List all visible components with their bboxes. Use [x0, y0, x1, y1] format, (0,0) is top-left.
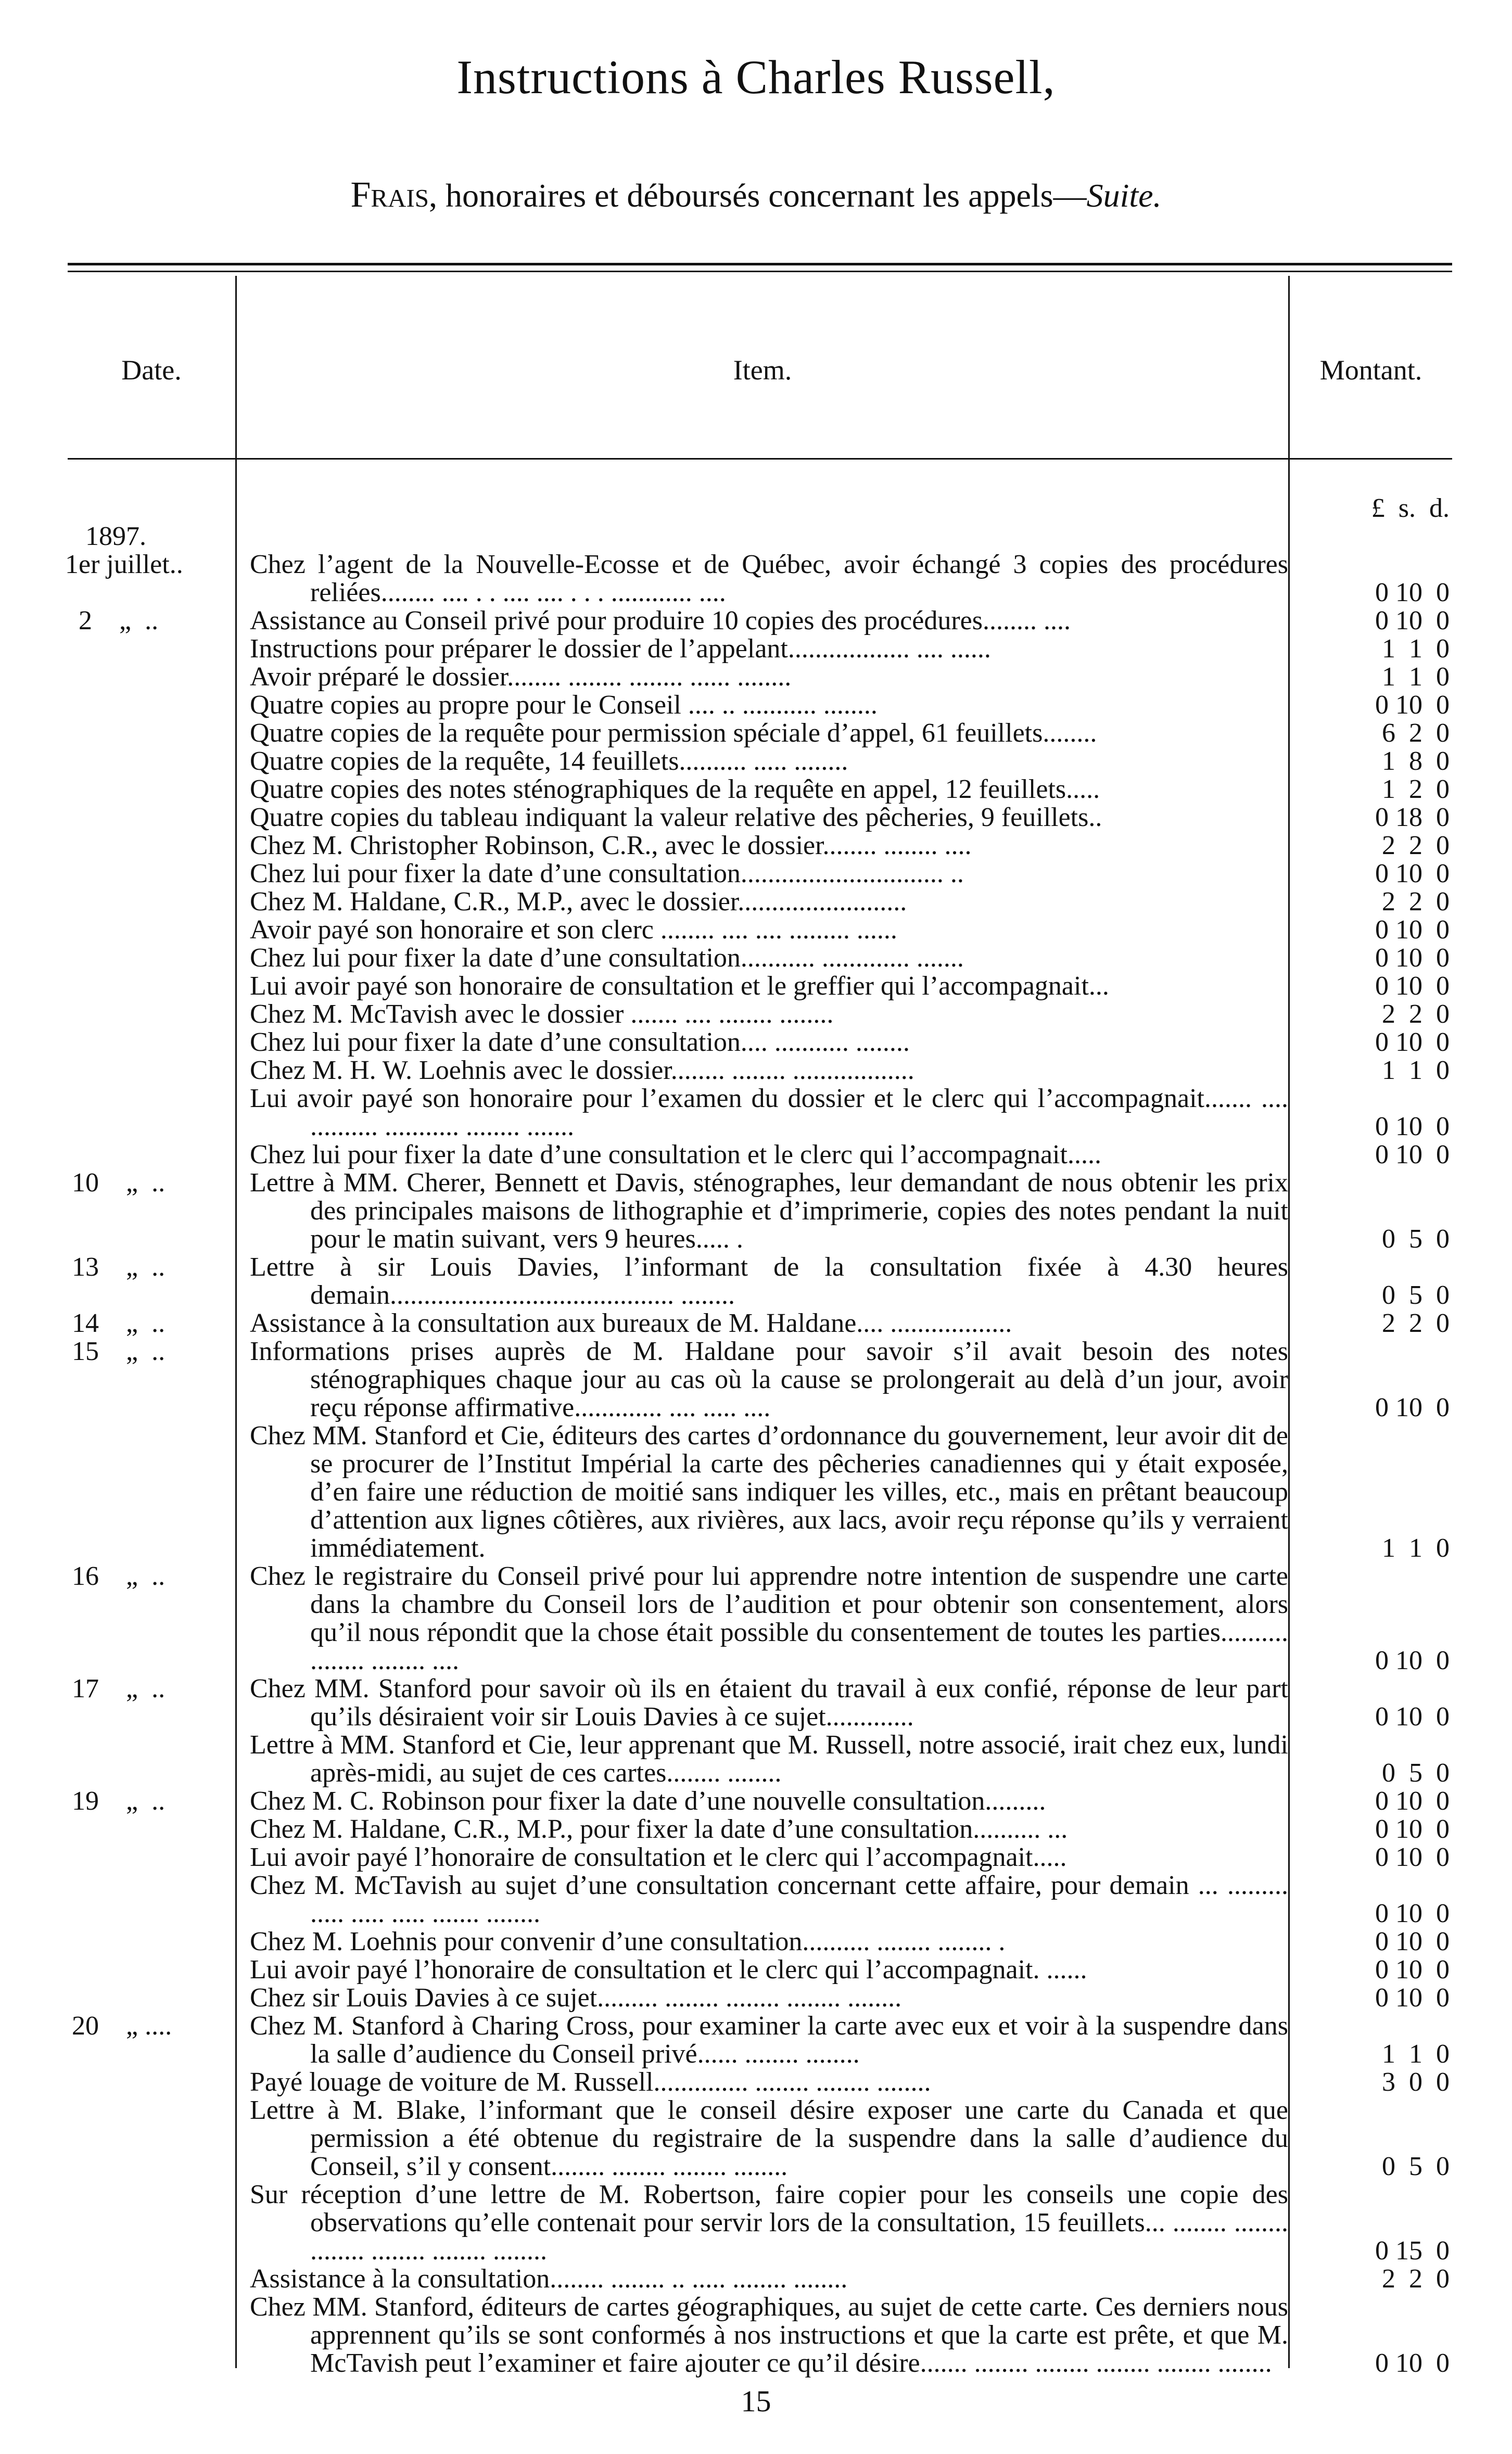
table-row — [0, 607, 1512, 635]
table-row — [0, 804, 1512, 832]
row-item-text: Chez MM. Stanford et Cie, éditeurs des cartes d’ordonnance du gouvernement, leur avoir dit de se procurer de l’Institut Impérial la carte des pêcheries canadiennes qui y était exposée, d’en faire une réduction de moitié sans indiquer les villes, etc., mais en prêtant beaucoup d’attention aux lignes côtières, aux rivières, aux lacs, avoir reçu réponse qu’ils y verraient immédiatement. — [250, 1421, 1288, 1563]
row-item — [250, 1253, 1288, 1309]
row-amount: 0 10 0 — [1375, 1983, 1450, 2013]
row-amount: 1 2 0 — [1382, 774, 1450, 804]
subtitle-main: , honoraires et déboursés concernant les appels— — [429, 177, 1087, 214]
table-row — [0, 1984, 1512, 2012]
row-amount: 1 1 0 — [1382, 1533, 1450, 1563]
row-item — [250, 1815, 1288, 1843]
row-date: 16 „ .. — [65, 1561, 166, 1591]
row-item — [250, 1028, 1288, 1057]
fees-table-body — [0, 494, 1512, 2377]
row-amount: 1 1 0 — [1382, 634, 1450, 664]
row-item-text: Chez lui pour fixer la date d’une consultation........... ............. ....... — [250, 943, 964, 973]
row-item — [250, 2265, 1288, 2293]
row-amount: 2 2 0 — [1382, 2264, 1450, 2294]
row-amount: 0 10 0 — [1375, 1027, 1450, 1057]
page-subtitle — [0, 174, 1512, 216]
table-row — [0, 1956, 1512, 1984]
row-amount: 2 2 0 — [1382, 999, 1450, 1029]
table-row — [0, 1675, 1512, 1731]
table-row — [0, 747, 1512, 775]
table-row — [0, 775, 1512, 804]
row-amount: 1 8 0 — [1382, 746, 1450, 776]
row-amount: 0 10 0 — [1375, 859, 1450, 888]
row-item — [250, 551, 1288, 607]
table-row — [0, 972, 1512, 1000]
row-item-text: Quatre copies des notes sténographiques de la requête en appel, 12 feuillets..... — [250, 774, 1100, 804]
row-item — [250, 804, 1288, 832]
row-item — [250, 523, 1288, 551]
row-amount: 2 2 0 — [1382, 1308, 1450, 1338]
row-item-text: Chez l’agent de la Nouvelle-Ecosse et de Québec, avoir échangé 3 copies des procédures reliées........ .... . . .... .... . . . ............ .... — [250, 550, 1288, 607]
row-item — [250, 663, 1288, 691]
row-item — [250, 1872, 1288, 1928]
row-date: 15 „ .. — [65, 1337, 166, 1366]
row-amount: 0 10 0 — [1375, 915, 1450, 945]
row-item — [250, 1000, 1288, 1028]
row-amount: 0 10 0 — [1375, 1393, 1450, 1422]
row-item — [250, 775, 1288, 804]
row-item-text: Lui avoir payé l’honoraire de consultation et le clerc qui l’accompagnait. ...... — [250, 1955, 1087, 1985]
table-row — [0, 719, 1512, 747]
table-row — [0, 551, 1512, 607]
row-amount: 0 10 0 — [1375, 1927, 1450, 1956]
row-item-text: Quatre copies au propre pour le Conseil .... .. ........... ........ — [250, 690, 878, 720]
row-item-text: Lui avoir payé son honoraire de consultation et le greffier qui l’accompagnait... — [250, 971, 1109, 1001]
row-amount: 1 1 0 — [1382, 1056, 1450, 1085]
row-item-text: Avoir payé son honoraire et son clerc ........ .... .... ......... ...... — [250, 915, 897, 945]
row-amount: 0 10 0 — [1375, 1140, 1450, 1169]
row-item-text: Chez MM. Stanford, éditeurs de cartes géographiques, au sujet de cette carte. Ces derniers nous apprennent qu’ils se sont conformés à nos instructions et que la carte est prête, et que M. McTavish peut l’examiner et faire ajouter ce qu’il désire....... ........ ........ ........ ........ ........ — [250, 2292, 1288, 2378]
row-item-text: Lui avoir payé son honoraire pour l’examen du dossier et le clerc qui l’accompagnait....... .... .......... ........... ........ ....... — [250, 1084, 1288, 1141]
table-row — [0, 1141, 1512, 1169]
column-header-amount: Montant. — [1319, 354, 1422, 386]
table-row — [0, 1085, 1512, 1141]
row-item-text: Chez M. Stanford à Charing Cross, pour examiner la carte avec eux et voir à la suspendre dans la salle d’audience du Conseil privé...... ........ ........ — [250, 2011, 1288, 2069]
row-item — [250, 916, 1288, 944]
row-item-text: Chez M. McTavish au sujet d’une consultation concernant cette affaire, pour demain ... ......... ..... ..... ..... ....... ........ — [250, 1871, 1288, 1928]
table-row — [0, 860, 1512, 888]
row-amount: 0 10 0 — [1375, 1786, 1450, 1816]
row-amount: 0 10 0 — [1375, 1646, 1450, 1675]
table-row — [0, 1000, 1512, 1028]
page-number: 15 — [741, 2384, 771, 2418]
row-amount: 0 18 0 — [1375, 803, 1450, 832]
row-amount: 0 5 0 — [1382, 1758, 1450, 1788]
row-amount: 0 10 0 — [1375, 971, 1450, 1001]
row-item-text: Chez M. H. W. Loehnis avec le dossier........ ........ .................. — [250, 1056, 914, 1085]
row-amount: 0 5 0 — [1382, 1280, 1450, 1310]
table-row — [0, 2181, 1512, 2265]
row-item-text: Quatre copies de la requête, 14 feuillets.......... ..... ........ — [250, 746, 848, 776]
table-row — [0, 1731, 1512, 1787]
row-item-text: Assistance à la consultation aux bureaux de M. Haldane.... .................. — [250, 1308, 1012, 1338]
row-item-text: Assistance au Conseil privé pour produire 10 copies des procédures........ .... — [250, 606, 1071, 635]
table-row — [0, 1843, 1512, 1872]
table-row — [0, 523, 1512, 551]
table-row — [0, 1422, 1512, 1562]
row-item-text: Lettre à MM. Stanford et Cie, leur apprenant que M. Russell, notre associé, irait chez eux, lundi après-midi, au sujet de ces cartes........ ........ — [250, 1730, 1288, 1788]
row-item-text: Lettre à M. Blake, l’informant que le conseil désire exposer une carte du Canada et que permission a été obtenue du registraire de la suspendre dans la salle d’audience du Conseil, s’il y consent........ ........ ........ ........ — [250, 2095, 1288, 2181]
row-item-text: Informations prises auprès de M. Haldane pour savoir s’il avait besoin des notes sténographiques chaque jour au cas où la cause se prolongerait au delà d’un jour, avoir reçu réponse affirmative............. .... ..... .... — [250, 1337, 1288, 1422]
row-item — [250, 832, 1288, 860]
currency-spacer — [250, 494, 1288, 523]
row-amount: 0 15 0 — [1375, 2236, 1450, 2266]
column-header-rule — [68, 458, 1452, 460]
row-item-text: Chez sir Louis Davies à ce sujet......... ........ ........ ........ ........ — [250, 1983, 902, 2013]
subtitle-suite: Suite. — [1086, 177, 1162, 214]
table-row — [0, 691, 1512, 719]
column-header-item: Item. — [733, 354, 792, 386]
row-amount: 0 10 0 — [1375, 578, 1450, 607]
header-double-rule-top — [68, 263, 1452, 265]
row-amount: 0 10 0 — [1375, 1842, 1450, 1872]
row-date: 19 „ .. — [65, 1786, 166, 1816]
row-amount: 0 10 0 — [1375, 1112, 1450, 1141]
row-date: 1897. — [65, 522, 146, 551]
table-row — [0, 1028, 1512, 1057]
row-date: 20 „ .... — [65, 2011, 172, 2041]
row-item-text: Chez M. Christopher Robinson, C.R., avec le dossier........ ........ .... — [250, 831, 972, 860]
row-item-text — [250, 523, 1288, 551]
row-item — [250, 747, 1288, 775]
row-item — [250, 1787, 1288, 1815]
table-row — [0, 2096, 1512, 2181]
column-header-date: Date. — [121, 354, 182, 386]
table-row — [0, 2068, 1512, 2096]
row-item — [250, 1338, 1288, 1422]
table-row — [0, 1562, 1512, 1675]
row-amount: 0 5 0 — [1382, 2152, 1450, 2181]
currency-units: £ s. d. — [1371, 493, 1450, 523]
row-item — [250, 1675, 1288, 1731]
row-date: 2 „ .. — [65, 606, 159, 635]
row-date: 10 „ .. — [65, 1168, 166, 1198]
row-item — [250, 1309, 1288, 1338]
table-row — [0, 1928, 1512, 1956]
row-item — [250, 1057, 1288, 1085]
table-row — [0, 635, 1512, 663]
table-row — [0, 832, 1512, 860]
row-date: 17 „ .. — [65, 1674, 166, 1703]
row-amount: 0 10 0 — [1375, 1814, 1450, 1844]
row-item-text: Instructions pour préparer le dossier de l’appelant.................. .... ...... — [250, 634, 991, 664]
table-row — [0, 916, 1512, 944]
page-title: Instructions à Charles Russell, — [456, 50, 1056, 104]
row-item — [250, 2068, 1288, 2096]
row-item-text: Chez M. Haldane, C.R., M.P., avec le dossier......................... — [250, 887, 907, 917]
row-item — [250, 607, 1288, 635]
row-amount: 0 10 0 — [1375, 2348, 1450, 2378]
row-date: 1er juillet.. — [65, 550, 183, 579]
row-item — [250, 1169, 1288, 1253]
row-item — [250, 1422, 1288, 1562]
row-amount: 1 1 0 — [1382, 662, 1450, 692]
row-amount: 1 1 0 — [1382, 2039, 1450, 2069]
row-amount: 6 2 0 — [1382, 718, 1450, 748]
row-item — [250, 635, 1288, 663]
table-row — [0, 1057, 1512, 1085]
subtitle-lead: Frais — [350, 175, 429, 215]
table-row — [0, 663, 1512, 691]
row-item — [250, 2096, 1288, 2181]
row-item — [250, 719, 1288, 747]
row-amount: 0 10 0 — [1375, 1955, 1450, 1985]
row-item — [250, 2012, 1288, 2068]
table-row — [0, 944, 1512, 972]
row-item-text: Chez M. McTavish avec le dossier ....... .... ........ ........ — [250, 999, 834, 1029]
row-item-text: Chez M. C. Robinson pour fixer la date d’une nouvelle consultation......... — [250, 1786, 1046, 1816]
table-row — [0, 1253, 1512, 1309]
row-item — [250, 1085, 1288, 1141]
row-item — [250, 860, 1288, 888]
row-amount: 0 10 0 — [1375, 1899, 1450, 1928]
row-item-text: Chez MM. Stanford pour savoir où ils en étaient du travail à eux confié, réponse de leur part qu’ils désiraient voir sir Louis Davies à ce sujet............. — [250, 1674, 1288, 1732]
row-item-text: Chez lui pour fixer la date d’une consultation.... ........... ........ — [250, 1027, 910, 1057]
row-date: 13 „ .. — [65, 1252, 166, 1282]
row-item-text: Lettre à sir Louis Davies, l’informant de la consultation fixée à 4.30 heures demain.......................................... ........ — [250, 1252, 1288, 1310]
row-item-text: Assistance à la consultation........ ........ .. ..... ........ ........ — [250, 2264, 848, 2294]
row-item-text: Chez le registraire du Conseil privé pour lui apprendre notre intention de suspendre une carte dans la chambre du Conseil lors de l’audition et pour obtenir son consentement, alors qu’il nous répondit que la chose était possible du consentement de toutes les parties.......... ........ ........ .... — [250, 1561, 1288, 1675]
row-item-text: Chez M. Haldane, C.R., M.P., pour fixer la date d’une consultation.......... ... — [250, 1814, 1068, 1844]
table-row — [0, 1309, 1512, 1338]
row-item — [250, 1731, 1288, 1787]
table-row — [0, 2293, 1512, 2377]
row-item — [250, 888, 1288, 916]
row-item — [250, 1141, 1288, 1169]
table-row — [0, 1872, 1512, 1928]
row-item-text: Lettre à MM. Cherer, Bennett et Davis, sténographes, leur demandant de nous obtenir les prix des principales maisons de lithographie et d’imprimerie, copies des notes pendant la nuit pour le matin suivant, vers 9 heures..... . — [250, 1168, 1288, 1254]
row-item-text: Sur réception d’une lettre de M. Robertson, faire copier pour les conseils une copie des observations qu’elle contenait pour servir lors de la consultation, 15 feuillets... ........ ........ ........ ........ ........ ........ — [250, 2180, 1288, 2266]
row-item — [250, 944, 1288, 972]
row-amount: 0 10 0 — [1375, 606, 1450, 635]
row-item-text: Chez lui pour fixer la date d’une consultation et le clerc qui l’accompagnait..... — [250, 1140, 1101, 1169]
row-item — [250, 2181, 1288, 2265]
row-amount: 2 2 0 — [1382, 887, 1450, 917]
table-row — [0, 1169, 1512, 1253]
row-amount: 0 10 0 — [1375, 1702, 1450, 1732]
table-row — [0, 888, 1512, 916]
row-item — [250, 1843, 1288, 1872]
row-amount: 0 10 0 — [1375, 690, 1450, 720]
row-item-text: Lui avoir payé l’honoraire de consultation et le clerc qui l’accompagnait..... — [250, 1842, 1067, 1872]
row-item — [250, 1562, 1288, 1675]
row-item-text: Quatre copies du tableau indiquant la valeur relative des pêcheries, 9 feuillets.. — [250, 803, 1102, 832]
row-amount: 3 0 0 — [1382, 2067, 1450, 2097]
row-item — [250, 2293, 1288, 2377]
row-item — [250, 1956, 1288, 1984]
row-item-text: Quatre copies de la requête pour permission spéciale d’appel, 61 feuillets........ — [250, 718, 1097, 748]
row-item-text: Chez lui pour fixer la date d’une consultation.............................. .. — [250, 859, 964, 888]
currency-header-row — [0, 494, 1512, 523]
header-double-rule-bottom — [68, 271, 1452, 272]
row-amount: 0 10 0 — [1375, 943, 1450, 973]
row-item — [250, 1984, 1288, 2012]
row-item-text: Avoir préparé le dossier........ ........ ........ ...... ........ — [250, 662, 792, 692]
row-item-text: Payé louage de voiture de M. Russell.............. ........ ........ ........ — [250, 2067, 931, 2097]
row-amount: 2 2 0 — [1382, 831, 1450, 860]
table-row — [0, 1338, 1512, 1422]
table-row — [0, 1815, 1512, 1843]
row-item-text: Chez M. Loehnis pour convenir d’une consultation.......... ........ ........ . — [250, 1927, 1006, 1956]
row-date: 14 „ .. — [65, 1308, 166, 1338]
row-item — [250, 972, 1288, 1000]
row-item — [250, 691, 1288, 719]
row-item — [250, 1928, 1288, 1956]
table-row — [0, 2012, 1512, 2068]
row-amount: 0 5 0 — [1382, 1224, 1450, 1254]
table-row — [0, 1787, 1512, 1815]
table-row — [0, 2265, 1512, 2293]
